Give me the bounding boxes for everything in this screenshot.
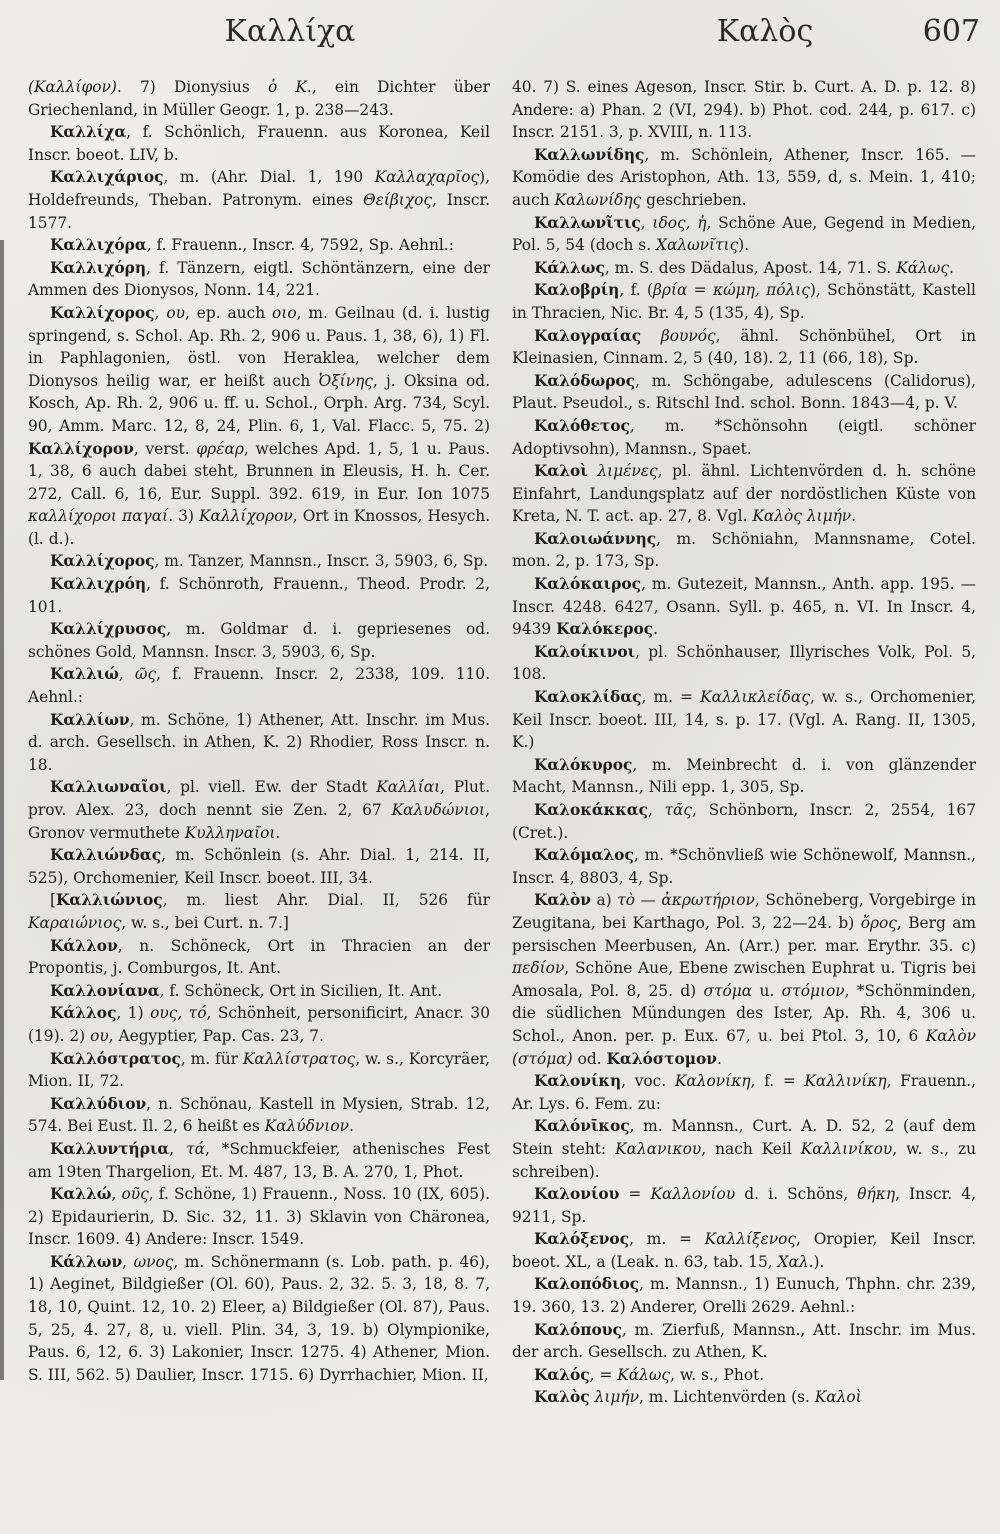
dictionary-entry: [28, 618, 490, 663]
headword: Καλόδωρος: [534, 371, 636, 390]
dictionary-entry: [28, 935, 490, 980]
greek-term: φρέαρ: [196, 439, 244, 458]
greek-term: Καλλονίου: [650, 1185, 736, 1204]
greek-term: ου: [166, 303, 185, 322]
entry-text: , Inscr. 1577.: [28, 190, 490, 232]
greek-term: Καλλινίκου: [800, 1139, 893, 1158]
headword: Καλοβρίη: [534, 281, 620, 300]
entry-text: , Schönborn, Inscr. 2, 2554, 167 (Cret.).: [512, 801, 976, 842]
greek-term: βρία = κώμη, πόλις: [653, 281, 810, 300]
entry-text: od.: [572, 1049, 607, 1068]
headword: Καλοπόδιος: [534, 1275, 640, 1294]
entry-text: , w. s., bei Curt. n. 7.]: [121, 913, 289, 932]
dictionary-entry: [512, 1273, 976, 1318]
running-header: [0, 14, 1000, 64]
right-guide-word: Καλὸς: [716, 14, 814, 49]
greek-term: θήκη: [857, 1185, 896, 1204]
greek-term: ὁ K.: [267, 78, 312, 96]
dictionary-entry: [28, 889, 490, 934]
entry-text: , m. *Schönvließ wie Schönewolf, Mannsn., Inscr. 4, 8803, 4, Sp.: [512, 846, 976, 887]
entry-text: , pl. ähnl. Lichtenvörden d. h. schöne Einfahrt, Landungsplatz auf der nordöstlichen Küste von Kreta, N. T. act. ap. 27, 8. Vgl.: [512, 462, 976, 526]
entry-text: , f. =: [750, 1072, 805, 1091]
dictionary-entry: [512, 1115, 976, 1183]
greek-term: Καλὸς λιμήν: [752, 507, 852, 526]
dictionary-entry: [28, 844, 490, 889]
headword: Καλόκυρος: [534, 755, 633, 774]
headword: Καλός: [534, 1365, 590, 1384]
headword: Καλλίων: [50, 710, 130, 729]
entry-text: , n. Schöneck, Ort in Thracien an der Propontis, j. Comburgos, It. Ant.: [28, 936, 490, 978]
headword: Καλλύδιον: [50, 1094, 147, 1113]
entry-text: , verst.: [133, 439, 197, 458]
entry-text: ,: [154, 303, 167, 322]
entry-text: , f. Frauenn. Inscr. 2, 2338, 109. 110. Aehnl.:: [28, 665, 490, 707]
entry-text: , Gronov vermuthete: [28, 801, 490, 842]
greek-term: Καλλινίκη: [804, 1072, 887, 1091]
entry-text: , m. Schönlein (s. Ahr. Dial. 1, 214. II, 525), Orchomenier, Keil Inscr. boeot. III, 34.: [28, 846, 490, 887]
headword: Καλλίχορος: [50, 303, 155, 322]
entry-text: , m. Tanzer, Mannsn., Inscr. 3, 5903, 6, Sp.: [154, 552, 489, 571]
entry-text: ).: [813, 1252, 825, 1271]
entry-text: , m. liest Ahr. Dial. II, 526 für: [162, 891, 490, 910]
dictionary-entry: [512, 686, 976, 754]
headword: Καλλιωναῖοι: [50, 778, 167, 797]
entry-continuation: [512, 76, 976, 144]
greek-term: καλλίχοροι παγαί: [28, 507, 169, 526]
dictionary-entry: [512, 1070, 976, 1115]
dictionary-entry: [28, 980, 490, 1003]
entry-text: .: [716, 1049, 722, 1068]
entry-text: , m. Schöniahn, Mannsname, Cotel. mon. 2, p. 173, Sp.: [512, 529, 976, 571]
greek-term: στόμιον: [781, 981, 845, 1000]
greek-term: Καλλίχορον: [199, 507, 293, 526]
greek-term: Καλονίκη: [674, 1072, 751, 1091]
entry-text: . 7) Dionysius: [116, 78, 268, 96]
entry-text: , m. S. des Dädalus, Apost. 14, 71. S.: [604, 258, 897, 277]
dictionary-entry: [512, 641, 976, 686]
entry-text: , n. Schönau, Kastell in Mysien, Strab. 12, 574. Bei Eust. Il. 2, 6 heißt es: [28, 1094, 490, 1136]
dictionary-entry: [512, 460, 976, 528]
entry-text: [641, 327, 661, 345]
greek-term: Καλανικου: [615, 1139, 702, 1158]
headword: Καλονίου: [534, 1185, 620, 1204]
entry-text: , ep. auch: [184, 303, 273, 322]
entry-text: ,: [118, 665, 135, 684]
entry-text: , welches Apd. 1, 5, 1 u. Paus. 1, 38, 6 auch dabei steht, Brunnen in Eleusis, H. h. Cer. 272, Call. 6, 16, Eur. Suppl. 392. 619, in Eur. Ion 1075: [28, 439, 490, 503]
entry-text: , m. Gutezeit, Mannsn., Anth. app. 195. — Inscr. 4248. 6427, Osann. Syll. p. 465, n. VI. In Inscr. 4, 9439: [512, 575, 976, 639]
headword: Καλλιχάριος: [50, 168, 164, 187]
dictionary-entry: [28, 166, 490, 234]
greek-term: Καραιώνιος: [28, 913, 122, 932]
headword: Καλόστομον: [606, 1049, 717, 1068]
greek-term: Καλλίξενος: [704, 1230, 797, 1249]
entry-text: , pl. Schönhauser, Illyrisches Volk, Pol. 5, 108.: [512, 642, 976, 684]
greek-term: πεδίον: [512, 959, 565, 978]
entry-text: , ähnl. Schönbühel, Ort in Kleinasien, Cinnam. 2, 5 (40, 18). 2, 11 (66, 18), Sp.: [512, 326, 976, 368]
dictionary-entry: [512, 370, 976, 415]
entry-text: .: [348, 1117, 354, 1136]
entry-text: ).: [738, 236, 750, 255]
entry-text: d. i. Schöns,: [735, 1185, 858, 1204]
entry-text: .: [653, 620, 659, 639]
dictionary-entry: [512, 1319, 976, 1364]
entry-text: , f. Schöne, 1) Frauenn., Noss. 10 (IX, 605). 2) Epidaurierin, D. Sic. 32, 11. 3) Sklavin von Chäronea, Inscr. 1609. 4) Andere: Inscr. 1549.: [28, 1185, 490, 1249]
greek-term: Κάλως: [617, 1365, 671, 1384]
headword: Καλόθετος: [534, 416, 630, 435]
entry-text: ,: [122, 1252, 134, 1271]
entry-text: , m. Zierfuß, Mannsn., Att. Inschr. im Mus. der arch. Gesellsch. zu Athen, K.: [512, 1320, 976, 1362]
entry-text: , f. Frauenn., Inscr. 4, 7592, Sp. Aehnl.:: [146, 236, 454, 255]
headword: Καλλίχρυσος: [50, 620, 167, 639]
entry-text: , 1): [116, 1004, 151, 1023]
binding-edge: [0, 240, 4, 1380]
entry-text: , w. s., zu schreiben).: [512, 1139, 977, 1181]
greek-term: Καλλικλείδας: [700, 688, 810, 707]
dictionary-entry: [512, 257, 976, 280]
dictionary-entry: [28, 1183, 490, 1251]
headword: Καλλιχόρα: [50, 236, 147, 255]
entry-text: , m. =: [641, 688, 701, 707]
dictionary-entry: [28, 663, 490, 708]
headword: Καλόξενος: [534, 1230, 630, 1249]
entry-text: , m. Mannsn., 1) Eunuch, Thphn. chr. 239, 19. 360, 13. 2) Anderer, Orelli 2629. Aehnl.:: [512, 1275, 976, 1317]
entry-text: , m. Schöne, 1) Athener, Att. Inschr. im Mus. d. arch. Gesellsch. in Athen, K. 2) Rhodier, Ross Inscr. n. 18.: [28, 710, 490, 774]
entry-text: , f. Schöneck, Ort in Sicilien, It. Ant.: [159, 981, 442, 1000]
dictionary-entry: [28, 234, 490, 257]
entry-text: , Schönheit, personificirt, Anacr. 30 (19). 2): [28, 1004, 491, 1045]
headword: Καλλόστρατος: [50, 1049, 181, 1068]
entry-text: [: [50, 891, 57, 910]
entry-continuation: [28, 76, 490, 121]
dictionary-entry: [512, 573, 976, 641]
right-column: [512, 76, 976, 1409]
dictionary-entry: [512, 844, 976, 889]
entry-text: , =: [589, 1365, 618, 1384]
greek-term: Χαλωνῖτις: [656, 236, 739, 255]
dictionary-entry: [512, 528, 976, 573]
entry-text: , ein Dichter über Griechenland, in Müller Geogr. 1, p. 238—243.: [28, 78, 490, 119]
dictionary-entry: [28, 550, 490, 573]
headword: Καλονίκη: [534, 1072, 622, 1091]
entry-text: , m. =: [629, 1230, 705, 1249]
dictionary-entry: [512, 144, 976, 212]
headword: Καλλιχρόη: [50, 575, 147, 594]
entry-text: , pl. viell. Ew. der Stadt: [166, 778, 377, 797]
dictionary-entry: [28, 1251, 490, 1387]
headword: Καλὸς: [534, 1388, 590, 1407]
greek-term: Θείβιχος: [362, 190, 433, 209]
greek-term: (Καλλίφον): [28, 78, 117, 96]
greek-term: Κάλως: [896, 258, 950, 277]
headword: Καλλίχορος: [50, 552, 155, 571]
dictionary-entry: [512, 1364, 976, 1387]
headword: Κάλλον: [50, 936, 118, 955]
entry-text: , m. Geilnau (d. i. lustig springend, s. Schol. Ap. Rh. 2, 906 u. Paus. 1, 38, 6), 1) Fl. in Paphlagonien, östl. von Heraklea, welcher dem Dionysos heilig war, er heißt auch: [28, 303, 490, 390]
dictionary-entry: [512, 754, 976, 799]
greek-term: Καλύδνιον: [264, 1117, 349, 1136]
greek-term: Καλυδώνιοι: [391, 801, 486, 819]
headword: Καλλυντήρια: [50, 1139, 170, 1158]
entry-text: , j. Oksina od. Kosch, Ap. Rh. 2, 906 u. ff. u. Schol., Orph. Arg. 734, Scyl. 90, Amm. Marc. 12, 8, 24, Plin. 6, 1, Val. Flacc. 5, 75. 2): [28, 371, 490, 435]
headword: Καλοκλίδας: [534, 688, 642, 707]
headword: Καλογραίας: [534, 326, 642, 345]
entry-text: , m. Lichtenvörden (s.: [638, 1388, 815, 1407]
dictionary-entry: [28, 709, 490, 777]
headword: Κάλλων: [50, 1252, 123, 1271]
greek-term: τὸ — ἀκρωτήριον: [617, 891, 755, 910]
headword: Καλλιχόρη: [50, 258, 147, 277]
entry-text: ), Holdefreunds, Theban. Patronym. eines: [28, 168, 490, 209]
entry-text: =: [619, 1185, 651, 1204]
headword: Κάλλως: [534, 258, 605, 277]
entry-text: , f. Tänzern, eigtl. Schöntänzern, eine der Ammen des Dionysos, Nonn. 14, 221.: [28, 258, 490, 300]
dictionary-entry: [512, 1228, 976, 1273]
entry-text: , Oropier, Keil Inscr. boeot. XL, a (Leak. n. 63, tab. 15,: [512, 1230, 976, 1271]
headword: Καλοιωάννης: [534, 529, 657, 548]
greek-term: ωνος: [133, 1252, 174, 1271]
greek-term: ιδος, ἡ: [652, 213, 707, 232]
entry-text: , Ort in Knossos, Hesych. (l. d.).: [28, 507, 490, 548]
greek-term: οῦς: [121, 1185, 149, 1204]
headword: Καλλώ: [50, 1185, 112, 1204]
dictionary-entry: [28, 1138, 490, 1183]
entry-text: , w. s., Orchomenier, Keil Inscr. boeot. III, 14, s. p. 17. (Vgl. A. Rang. II, 1305, K.): [512, 688, 977, 752]
entry-text: , w. s., Korcyräer, Mion. II, 72.: [28, 1049, 490, 1091]
entry-text: , Schöneberg, Vorgebirge in Zeugitana, bei Karthago, Pol. 3, 22—24. b): [512, 891, 976, 932]
dictionary-entry: [28, 776, 490, 844]
entry-text: .: [851, 507, 857, 526]
entry-text: . 3): [168, 507, 200, 526]
entry-text: , Frauenn., Ar. Lys. 6. Fem. zu:: [512, 1072, 976, 1113]
entry-text: geschrieben.: [641, 190, 747, 209]
entry-text: , m. Goldmar d. i. gepriesenes od. schönes Gold, Mannsn. Inscr. 3, 5903, 6, Sp.: [28, 620, 490, 661]
entry-text: .: [275, 823, 281, 842]
headword: Καλόπους: [534, 1320, 622, 1339]
greek-term: στόμα: [703, 981, 753, 1000]
entry-text: , Schöne Aue, Gegend in Medien, Pol. 5, 54 (doch s.: [512, 213, 976, 255]
entry-text: , f. Schönlich, Frauenn. aus Koronea, Keil Inscr. boeot. LIV, b.: [28, 123, 490, 164]
greek-term: Καλλίαι: [376, 778, 441, 797]
entry-text: 40. 7) S. eines Ageson, Inscr. Stir. b. Curt. A. D. p. 12. 8) Andere: a) Phan. 2 (VI, 294). b) Phot. cod. 244, p. 617. c) Inscr. 2151. 3, p. XVIII, n. 113.: [512, 78, 976, 142]
dictionary-entry: [28, 302, 490, 551]
entry-text: , w. s., Phot.: [670, 1365, 765, 1384]
headword: Καλλιώνιος: [56, 891, 163, 910]
entry-text: ,: [169, 1139, 187, 1158]
headword: Καλοκάκκας: [534, 801, 648, 819]
page-number: 607: [922, 14, 980, 49]
headword: Καλὸν: [534, 891, 591, 910]
entry-text: , m. Schönlein, Athener, Inscr. 165. — Komödie des Aristophon, Ath. 13, 559, d, s. Mein. 1, 410; auch: [512, 145, 976, 209]
dictionary-entry: [512, 325, 976, 370]
entry-text: , Plut. prov. Alex. 23, doch nennt sie Zen. 2, 67: [28, 778, 490, 819]
greek-term: Καλὸν (στόμα): [512, 1026, 976, 1068]
dictionary-entry: [512, 1183, 976, 1228]
greek-term: ὄρος: [860, 913, 897, 932]
headword: Καλόκερος: [556, 620, 654, 639]
greek-term: Καλλαχαρῖος: [374, 168, 480, 187]
entry-text: , m. *Schönsohn (eigtl. schöner Adoptivsohn), Mannsn., Spaet.: [512, 416, 976, 458]
left-column: [28, 76, 490, 1386]
headword: Καλλωνίδης: [534, 145, 645, 164]
entry-text: , m. für: [180, 1049, 243, 1068]
greek-term: ῶς: [134, 665, 157, 684]
entry-text: ,: [640, 213, 653, 232]
entry-text: , *Schmuckfeier, athenisches Fest am 19ten Thargelion, Et. M. 487, 13, B. A. 270, 1, Phot.: [28, 1139, 490, 1181]
headword: Καλοίκινοι: [534, 642, 636, 661]
dictionary-entry: [512, 799, 976, 844]
entry-text: u.: [752, 981, 782, 1000]
greek-term: Κυλληναῖοι: [184, 823, 276, 842]
greek-term: Καλοὶ: [814, 1388, 862, 1407]
greek-term: λιμήν: [594, 1388, 639, 1407]
entry-text: , Schöne Aue, Ebene zwischen Euphrat u. Tigris bei Amosala, Pol. 8, 25. d): [512, 959, 976, 1000]
greek-term: οιο: [272, 303, 297, 322]
dictionary-entry: [28, 573, 490, 618]
dictionary-entry: [512, 1386, 976, 1409]
greek-term: βουνός: [660, 326, 716, 345]
dictionary-entry: [28, 257, 490, 302]
headword: Καλλονίανα: [50, 981, 160, 1000]
entry-text: , f. (: [619, 281, 654, 300]
dictionary-entry: [28, 1002, 490, 1047]
headword: Καλοὶ: [534, 462, 588, 481]
entry-text: , Berg am persischen Meerbusen, An. (Arr.) per. mar. Erythr. 35. c): [512, 913, 976, 955]
dictionary-entry: [512, 279, 976, 324]
entry-text: , m. (Ahr. Dial. 1, 190: [163, 168, 375, 187]
greek-term: ους, τό: [150, 1004, 207, 1023]
entry-text: , voc.: [621, 1072, 675, 1091]
greek-term: λιμένες: [597, 462, 658, 481]
entry-text: , m. Schöngabe, adulescens (Calidorus), Plaut. Pseudol., s. Ritschl Ind. schol. Bonn. 1843—4, p. V.: [512, 371, 976, 413]
greek-term: Καλωνίδης: [554, 190, 642, 209]
greek-term: τᾶς: [664, 801, 693, 819]
entry-text: , m. Meinbrecht d. i. von glänzender Macht, Mannsn., Nili epp. 1, 305, Sp.: [512, 755, 976, 797]
dictionary-entry: [28, 121, 490, 166]
entry-text: , nach Keil: [701, 1139, 801, 1158]
entry-text: , Inscr. 4, 9211, Sp.: [512, 1185, 976, 1226]
headword: Καλόνῑκος: [534, 1117, 630, 1136]
dictionary-entry: [28, 1048, 490, 1093]
left-guide-word: Καλλίχα: [224, 14, 356, 49]
greek-term: Ὀξίνης: [318, 371, 373, 390]
entry-text: , f. Schönroth, Frauenn., Theod. Prodr. 2, 101.: [28, 575, 490, 616]
dictionary-entry: [28, 1093, 490, 1138]
greek-term: Καλλίστρατος: [242, 1049, 356, 1068]
greek-term: Χαλ.: [777, 1252, 814, 1271]
entry-text: , m. Schönermann (s. Lob. path. p. 46), 1) Aeginet, Bildgießer (Ol. 60), Paus. 2, 32. 5. 3, 18, 8. 7, 18, 10, Quint. 12, 10. 2) Eleer, a) Bildgießer (Ol. 87), Paus. 5, 25, 4. 27, 8, u. viell. Plin. 34, 3, 19. b) Olympionike, Paus. 6, 12, 6. 3) Lakonier, Inscr. 1275. 4) Athener, Mion. S. III, 562. 5) Daulier, Inscr. 1715. 6) Dyrrhachier, Mion. II,: [28, 1252, 490, 1384]
dictionary-entry: [512, 415, 976, 460]
headword: Καλλίχορον: [28, 439, 134, 458]
headword: Καλλίχα: [50, 123, 127, 142]
headword: Καλόκαιρος: [534, 575, 641, 594]
entry-text: a): [590, 891, 618, 910]
entry-text: ,: [647, 801, 665, 819]
greek-term: ου: [90, 1026, 109, 1045]
entry-text: , m. Mannsn., Curt. A. D. 52, 2 (auf dem Stein steht:: [512, 1117, 976, 1158]
entry-text: , Aegyptier, Pap. Cas. 23, 7.: [108, 1026, 324, 1045]
entry-text: .: [949, 258, 954, 277]
headword: Καλλωνῖτις: [534, 213, 641, 232]
dictionary-entry: [512, 212, 976, 257]
entry-text: , *Schönminden, die südlichen Mündungen des Ister, Ap. Rh. 4, 306 u. Schol., Anon. per. p. Eux. 67, u. bei Ptol. 3, 10, 6: [512, 981, 976, 1045]
headword: Καλλιώ: [50, 665, 119, 684]
entry-text: [588, 462, 598, 480]
greek-term: τά: [186, 1139, 205, 1158]
dictionary-entry: [512, 889, 976, 1070]
headword: Κάλλος: [50, 1004, 117, 1023]
headword: Καλλιώνδας: [50, 846, 162, 865]
headword: Καλόμαλος: [534, 846, 634, 865]
entry-text: ), Schönstätt, Kastell in Thracien, Nic. Br. 4, 5 (135, 4), Sp.: [512, 281, 976, 322]
entry-text: ,: [111, 1185, 122, 1204]
